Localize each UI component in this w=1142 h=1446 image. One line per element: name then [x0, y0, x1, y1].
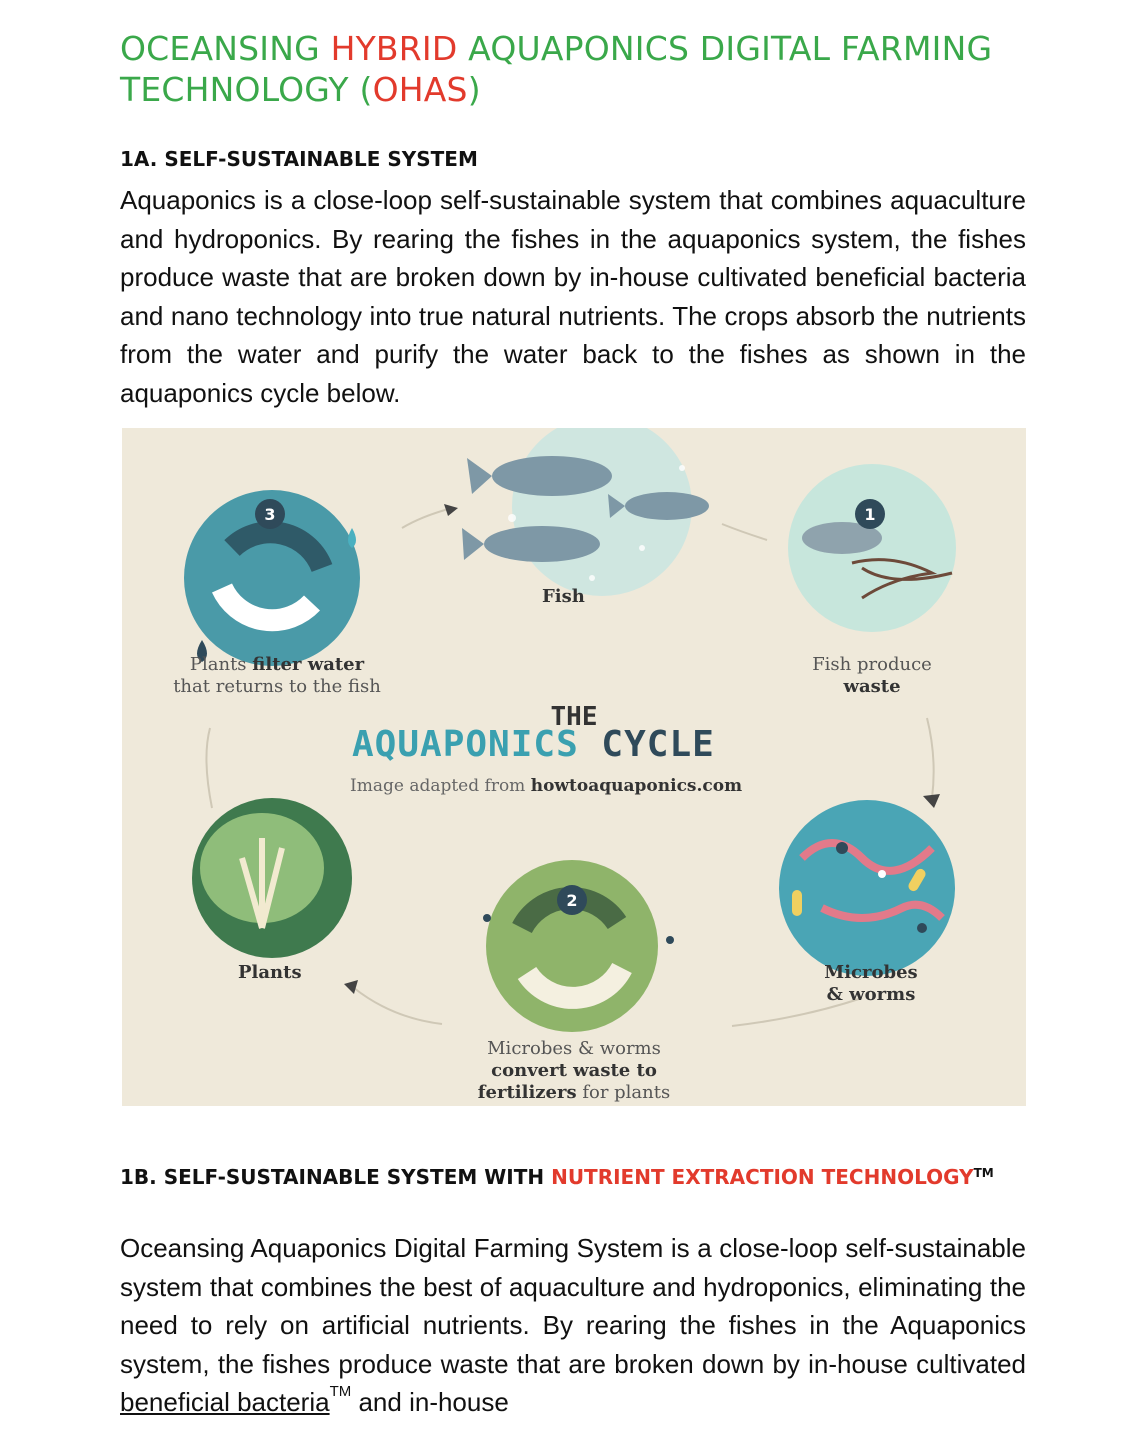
arrow-head-icon: [344, 980, 358, 994]
section-1-body: Aquaponics is a close-loop self-sustainable system that combines aquaculture and hydroponics. By rearing the fishes in the aquaponics system, the fishes produce waste that are broken down by in-house cultivated beneficial bacteria and nano technology into true natural nutrients. The crops absorb the nutrients from the water and purify the water back to the fishes as shown in the aquaponics cycle below.: [120, 185, 1026, 408]
section-2-heading-highlight: NUTRIENT EXTRACTION TECHNOLOGY: [551, 1165, 974, 1189]
microbes-label-line: & worms: [826, 984, 916, 1005]
step-2-text-bold: convert waste to: [491, 1060, 657, 1081]
microbes-label: [816, 962, 926, 1006]
step-2-text: Microbes & worms: [487, 1038, 661, 1059]
title-highlight: HYBRID: [330, 29, 458, 68]
title-part: AQUAPONICS DIGITAL FARMING TECHNOLOGY (: [120, 29, 993, 109]
step-3-text-bold: filter water: [252, 654, 365, 675]
page-title: [120, 28, 1026, 110]
arrow-head-icon: [923, 794, 940, 808]
step-1-text: Fish produce: [812, 654, 932, 675]
microbe-icon: [792, 890, 802, 916]
section-2-body-text: Oceansing Aquaponics Digital Farming System is a close-loop self-sustainable system that combines the best of aquaculture and hydroponics, eliminating the need to rely on artificial nutrients. By rearing the fishes in the Aquaponics system, the fishes produce waste that are broken down by in-house cultivated: [120, 1233, 1026, 1379]
step-2-label: [452, 1038, 696, 1104]
step-3-label: [152, 654, 402, 698]
title-part: OCEANSING: [120, 29, 331, 68]
trademark-mark: TM: [329, 1383, 352, 1400]
cycle-title-b: CYCLE: [578, 724, 715, 765]
arrow-head-icon: [444, 504, 458, 516]
credit-source: howtoaquaponics.com: [530, 776, 743, 796]
arc-3-to-fish: [402, 508, 452, 528]
section-2-heading-text: 1B. SELF-SUSTAINABLE SYSTEM WITH: [120, 1165, 552, 1189]
cycle-title: [352, 724, 715, 765]
image-credit: [350, 776, 742, 796]
section-2-body: [120, 1229, 1026, 1422]
beneficial-bacteria-link[interactable]: beneficial bacteria: [120, 1387, 330, 1417]
step-2-text-bold: fertilizers: [477, 1082, 577, 1103]
step-3-number: 3: [264, 505, 276, 524]
arc-fish-to-1: [722, 524, 767, 540]
step-3-text: Plants: [189, 654, 253, 675]
title-acronym: OHAS: [372, 70, 468, 109]
title-part: ): [467, 70, 481, 109]
arc-plants-to-3: [206, 728, 212, 808]
step-1-label: [782, 654, 962, 698]
step-1-number: 1: [864, 505, 876, 524]
section-2-body-text: and in-house: [351, 1387, 509, 1417]
microbes-circle: [779, 800, 955, 976]
section-2-heading: [120, 1164, 1026, 1190]
step-1-text-bold: waste: [843, 676, 901, 697]
step-2-number: 2: [566, 891, 578, 910]
cycle-title-the: THE: [550, 702, 598, 732]
section-1-heading: 1A. SELF-SUSTAINABLE SYSTEM: [120, 147, 478, 171]
fish-label: Fish: [542, 586, 585, 607]
document: [120, 28, 1026, 110]
microbes-label-line: Microbes: [824, 962, 918, 983]
plants-label: Plants: [238, 962, 302, 983]
step-2-text: for plants: [576, 1082, 671, 1103]
cycle-title-a: AQUAPONICS: [352, 724, 579, 765]
credit-prefix: Image adapted from: [350, 776, 531, 796]
step-3-text: that returns to the fish: [173, 676, 381, 697]
aquaponics-cycle-diagram: [122, 428, 1026, 1106]
trademark-mark: TM: [973, 1166, 994, 1180]
arc-2-to-plants: [354, 988, 442, 1024]
